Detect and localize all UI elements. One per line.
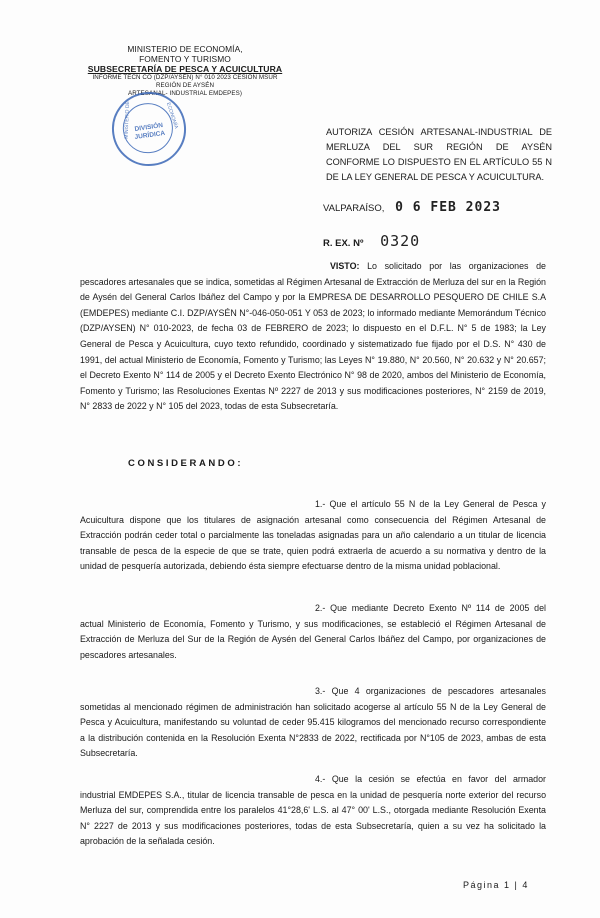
considerando-heading: CONSIDERANDO: <box>128 458 244 469</box>
letterhead-subsecretaria: SUBSECRETARÍA DE PESCA Y ACUICULTURA <box>87 64 283 74</box>
place-date-line <box>323 200 501 215</box>
letterhead-type: ARTESANAL- INDUSTRIAL EMDEPES) <box>127 90 243 97</box>
visto-label: VISTO: <box>330 261 360 271</box>
visto-text: Lo solicitado por las organizaciones de pescadores artesanales que se indica, sometidas al Régimen Artesanal de Extracción de Merluza del sur en la Región de Aysén del General Carlos Ibáñez del Campo y por la EMPRESA DE DESARROLLO PESQUERO DE CHILE S.A (EMDEPES) mediante C.I. DZP/AYSÉN N°-046-050-051 Y 053 de 2023; lo informado mediante Memorándum Técnico (DZP/AYSEN) N° 010-2023, de fecha 03 de FEBRERO de 2023; lo dispuesto en el D.F.L. N° 5 de 1983; la Ley General de Pesca y Acuicultura, cuyo texto refundido, coordinado y sistematizado fue fijado por el D.S. N° 430 de 1991, del actual Ministerio de Economía, Fomento y Turismo; las Leyes N° 19.880, N° 20.560, N° 20.632 y N° 20.657; el Decreto Exento N° 114 de 2005 y el Decreto Exento Electrónico N° 98 de 2020, ambos del Ministerio de Economía, Fomento y Turismo; las Resoluciones Exentas Nº 2227 de 2013 y sus modificaciones posteriores, N° 2159 de 2019, N° 2833 de 2022 y N° 105 del 2023, todas de esta Subsecretaría. <box>80 261 546 412</box>
letterhead <box>80 44 290 98</box>
letterhead-ministry: MINISTERIO DE ECONOMÍA, <box>127 44 243 54</box>
rex-number: 0320 <box>380 232 421 250</box>
stamp-division: DIVISIÓN <box>134 122 164 133</box>
rex-label: R. EX. Nº <box>323 238 364 249</box>
letterhead-informe: INFORME TÉCN CO (DZP/AYSÉN) N° 010 2023 CESIÓN MSUR <box>92 74 278 81</box>
division-juridica-stamp <box>107 87 191 171</box>
resolution-number-line <box>323 232 420 250</box>
considerando-item-1 <box>80 497 546 575</box>
considerando-item-2 <box>80 601 546 663</box>
item-text: 4.- Que la cesión se efectúa en favor del armador industrial EMDEPES S.A., titular de licencia transable de pesca en la unidad de pesquería norte exterior del recurso Merluza del sur, comprendida entre los paralelos 41°28,6' L.S. al 47° 00' L.S., otorgada mediante Resolución Exenta N° 2227 de 2013 y sus modificaciones posteriores, todas de esta Subsecretaría, quien a su vez ha solicitado la aprobación de la señalada cesión. <box>80 774 546 847</box>
item-text: 1.- Que el artículo 55 N de la Ley General de Pesca y Acuicultura dispone que los titulares de asignación artesanal como consecuencia del Régimen Artesanal de Extracción podrán ceder total o parcialmente las toneladas asignadas para un año calendario a un titular de licencia transable de pesca de la especie de que se trate, quien podrá extraerla de acuerdo a su normativa y dentro de la unidad de pesquería autorizada, debiendo ésta siempre efectuarse dentro de la misma unidad poblacional. <box>80 499 546 572</box>
date-stamp: 0 6 FEB 2023 <box>395 200 501 215</box>
letterhead-region: REGIÓN DE AYSÉN <box>155 82 215 89</box>
page-number: Página 1 | 4 <box>463 880 529 890</box>
item-text: 2.- Que mediante Decreto Exento Nº 114 de 2005 del actual Ministerio de Economía, Fomento y Turismo, y sus modificaciones, se estableció el Régimen Artesanal de Extracción de Merluza del Sur de la Región de Aysén del General Carlos Ibáñez del Campo, por organizaciones de pescadores artesanales. <box>80 603 546 660</box>
considerando-item-3 <box>80 684 546 762</box>
letterhead-ministry-cont: FOMENTO Y TURISMO <box>139 54 231 64</box>
item-text: 3.- Que 4 organizaciones de pescadores artesanales sometidas al mencionado régimen de administración han solicitado acogerse al artículo 55 N de la Ley General de Pesca y Acuicultura, manifestando su voluntad de ceder 95.415 kilogramos del mencionado recurso correspondiente a la distribución contenida en la Resolución Exenta N°2833 de 2022, rectificada por N°105 de 2023, ambas de esta Subsecretaría. <box>80 686 546 759</box>
stamp-ring-text-right: ECONOMÍA <box>164 101 180 130</box>
city: VALPARAÍSO, <box>323 203 385 214</box>
visto-paragraph <box>80 259 546 415</box>
resolution-title: AUTORIZA CESIÓN ARTESANAL-INDUSTRIAL DE MERLUZA DEL SUR REGIÓN DE AYSÉN CONFORME LO DISPUESTO EN EL ARTÍCULO 55 N DE LA LEY GENERAL DE PESCA Y ACUICULTURA. <box>326 127 552 182</box>
stamp-juridica: JURÍDICA <box>134 129 166 142</box>
considerando-item-4 <box>80 772 546 850</box>
stamp-ring-text-left: MINISTERIO DE <box>123 101 131 139</box>
